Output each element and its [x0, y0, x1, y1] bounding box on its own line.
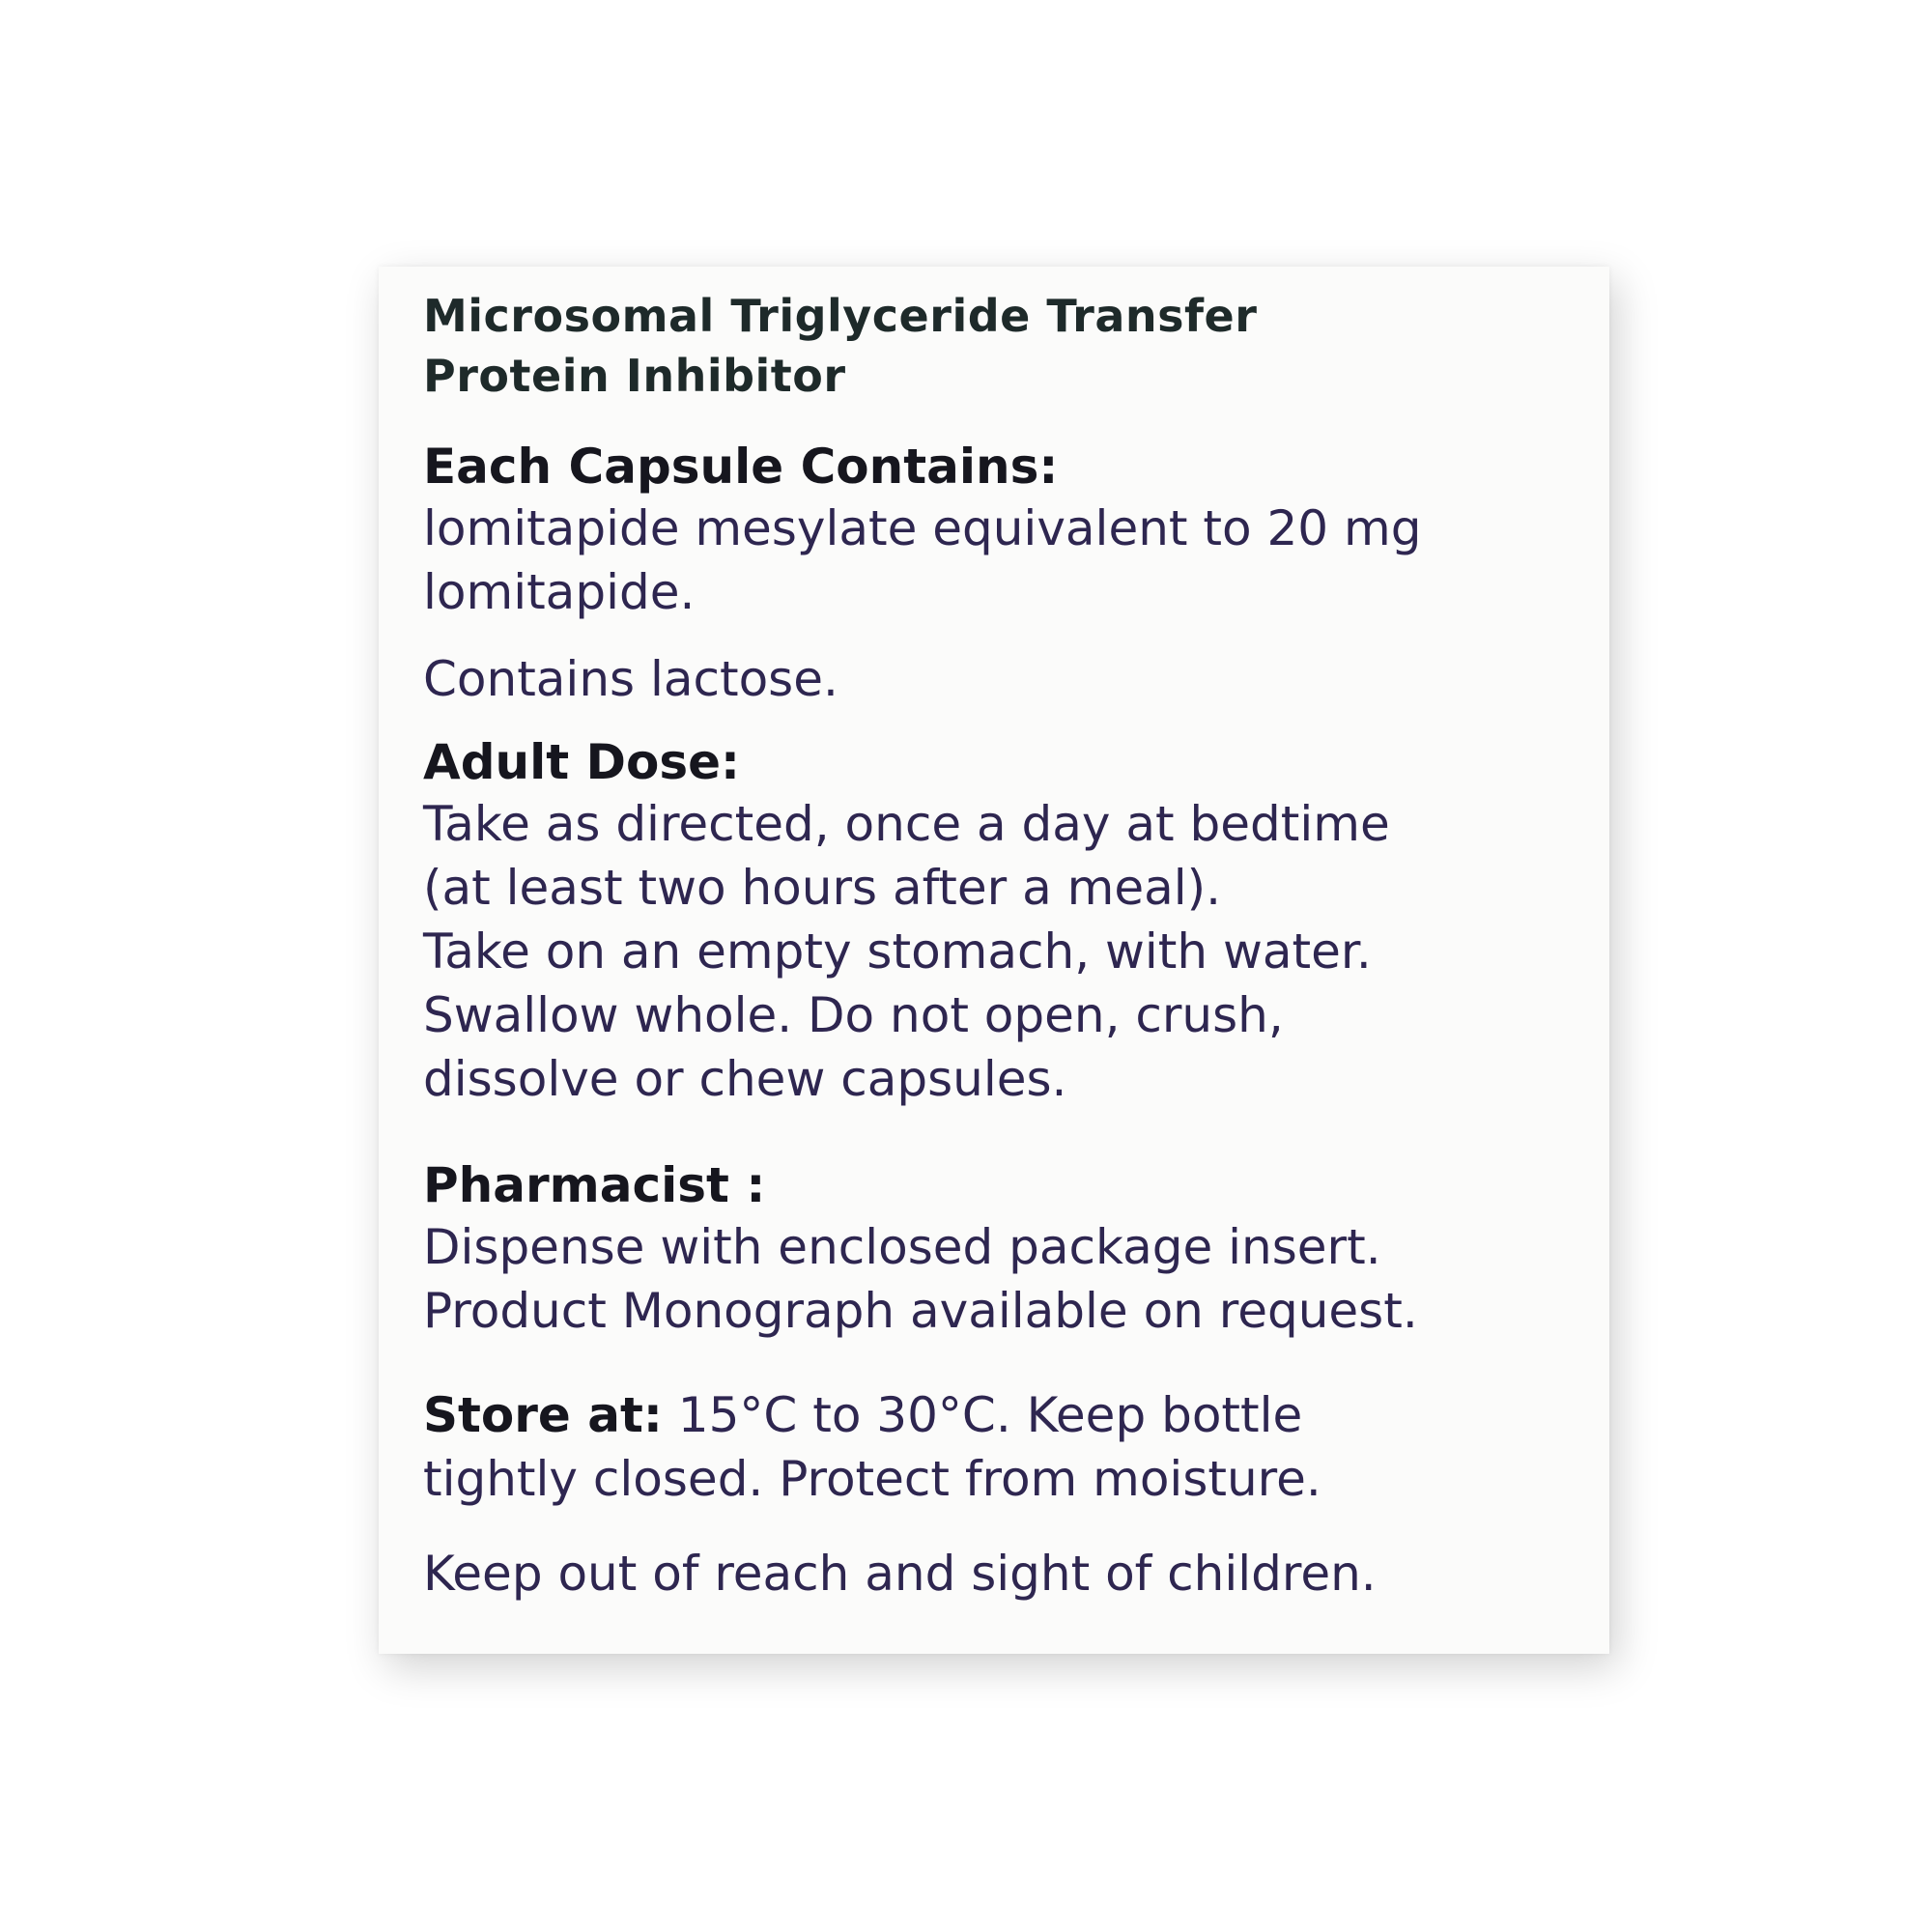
capsule-heading: Each Capsule Contains: [423, 439, 1059, 495]
warning-section [423, 1542, 1582, 1605]
title-line-1: Microsomal Triglyceride Transfer [423, 290, 1258, 342]
dose-text: Take as directed, once a day at bedtime (at least two hours after a meal). Take on an empty stomach, with water. Swallow whole. Do not open, crush, dissolve or chew capsules. [423, 796, 1390, 1107]
storage-label: Store at: [423, 1387, 663, 1443]
storage-line-2: tightly closed. Protect from moisture. [423, 1451, 1321, 1507]
pharmacist-text: Dispense with enclosed package insert. Product Monograph available on request. [423, 1219, 1418, 1339]
pharmacist-heading: Pharmacist : [423, 1157, 766, 1213]
children-warning: Keep out of reach and sight of children. [423, 1546, 1377, 1602]
pharmacist-section [423, 1155, 1582, 1343]
product-class-title [423, 286, 1582, 406]
lactose-note [423, 647, 1582, 711]
dose-section [423, 732, 1582, 1111]
storage-text-1: 15°C to 30°C. Keep bottle [662, 1387, 1303, 1443]
title-line-2: Protein Inhibitor [423, 350, 846, 402]
capsule-contents-text: lomitapide mesylate equivalent to 20 mg lomitapide. [423, 500, 1422, 620]
capsule-section [423, 437, 1582, 624]
storage-line-1 [423, 1383, 1582, 1447]
lactose-text: Contains lactose. [423, 651, 838, 707]
dose-heading: Adult Dose: [423, 734, 741, 790]
storage-section [423, 1383, 1582, 1511]
